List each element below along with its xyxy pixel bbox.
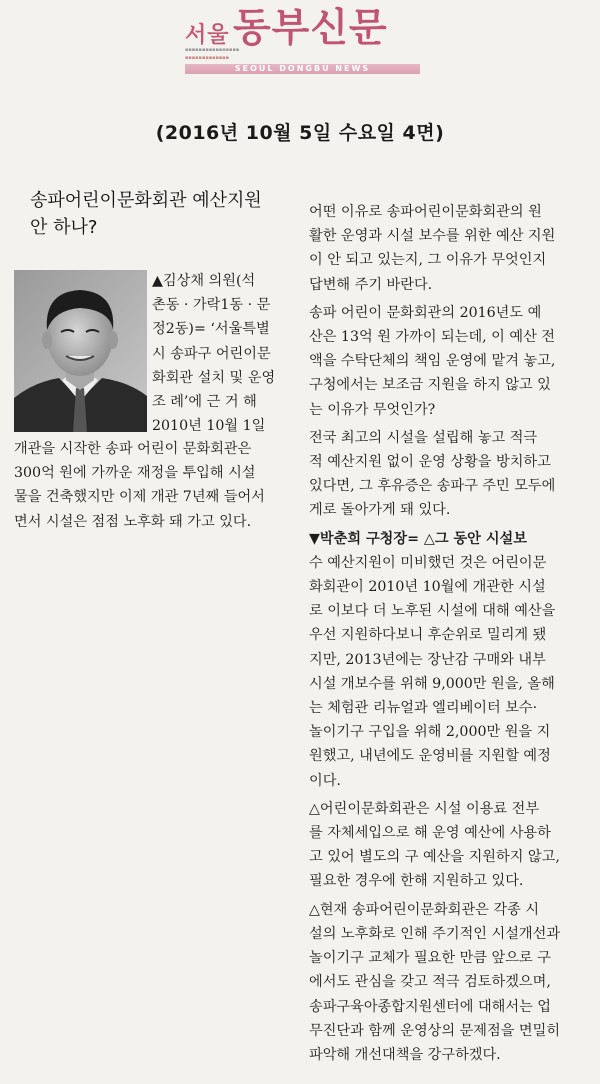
right-line: 수 예산지원이 미비했던 것은 어린이문	[309, 554, 547, 571]
left-top-line: 정2동)= ‘서울특별	[152, 321, 270, 338]
right-line: 무진단과 함께 운영상의 문제점을 면밀히	[309, 1022, 561, 1039]
headline-line-1: 송파어린이문화회관 예산지원	[30, 190, 262, 211]
portrait-photo	[14, 270, 147, 432]
right-line: 로 이보다 더 노후된 시설에 대해 예산을	[309, 603, 556, 620]
left-top-line: 2010년 10월 1일	[152, 418, 266, 435]
right-column	[309, 200, 591, 1067]
right-line: 우선 지원하다보니 후순위로 밀리게 됐	[309, 627, 547, 644]
masthead	[185, 8, 420, 88]
right-line: 전국 최고의 시설을 설립해 놓고 적극	[309, 429, 538, 446]
left-top-line: 촌동 · 가락1동 · 문	[152, 297, 271, 314]
masthead-fineprint-1: ▪▪▪▪▪▪▪▪▪▪▪▪▪▪▪▪	[185, 47, 240, 53]
right-line: 필요한 경우에 한해 지원하고 있다.	[309, 873, 524, 890]
right-line: 지만, 2013년에는 장난감 구매와 내부	[309, 651, 546, 668]
right-line: 송파구육아종합지원센터에 대해서는 업	[309, 998, 552, 1015]
right-line: 게로 돌아가게 돼 있다.	[309, 502, 451, 519]
masthead-title: 동부신문	[233, 6, 388, 51]
right-line: 는 체험관 리뉴얼과 엘리베이터 보수·	[309, 700, 538, 717]
right-line: 화회관이 2010년 10월에 개관한 시설	[309, 579, 546, 596]
right-line: 는 이유가 무엇인가?	[309, 401, 436, 418]
right-line: 산은 13억 원 가까이 되는데, 이 예산 전	[309, 329, 556, 346]
right-line: 놀이기구 구입을 위해 2,000만 원을 지	[309, 724, 551, 741]
article-headline	[30, 187, 300, 241]
masthead-seoul: 서울	[185, 23, 230, 48]
left-top-line: 화회관 설치 및 운영	[152, 369, 276, 386]
right-line: 액을 수탁단체의 책임 운영에 맡겨 놓고,	[309, 353, 556, 370]
right-line: 구청에서는 보조금 지원을 하지 않고 있	[309, 377, 551, 394]
left-bottom-line: 물을 건축했지만 이제 개관 7년째 들어서	[14, 489, 265, 506]
left-bottom-line: 개관을 시작한 송파 어린이 문화회관은	[14, 441, 252, 457]
portrait-photo-icon	[14, 270, 147, 432]
right-line: 파악해 개선대책을 강구하겠다.	[309, 1046, 501, 1063]
left-column-top	[152, 269, 292, 438]
right-line: 고 있어 별도의 구 예산을 지원하지 않고,	[309, 849, 560, 866]
dateline: (2016년 10월 5일 수요일 4면)	[155, 122, 445, 144]
right-line: 적 예산지원 없이 운영 상황을 방치하고	[309, 454, 551, 471]
left-bottom-line: 면서 시설은 점점 노후화 돼 가고 있다.	[14, 513, 252, 530]
left-top-line: 조 례’에 근 거 해	[152, 394, 257, 411]
right-line: 시설 개보수를 위해 9,000만 원을, 올해	[309, 675, 555, 692]
right-line: 설의 노후화로 인해 주기적인 시설개선과	[309, 925, 561, 942]
paragraph-neglect	[309, 426, 591, 523]
right-line: △어린이문화회관은 시설 이용료 전부	[309, 800, 540, 817]
headline-line-2: 안 하나?	[30, 217, 98, 238]
paragraph-fees	[309, 797, 591, 894]
paragraph-question	[309, 200, 591, 297]
left-bottom-line: 300억 원에 가까운 재정을 투입해 시설	[14, 465, 256, 482]
right-line: 활한 운영과 시설 보수를 위한 예산 지원	[309, 228, 556, 245]
right-line: 놀이기구 교체가 필요한 만큼 앞으로 구	[309, 950, 551, 967]
paragraph-plan	[309, 898, 591, 1067]
paragraph-answer	[309, 527, 591, 793]
paragraph-budget	[309, 301, 591, 422]
left-column-bottom	[14, 437, 292, 534]
right-line: 있다면, 그 후유증은 송파구 주민 모두에	[309, 478, 556, 495]
right-line: △현재 송파어린이문화회관은 각종 시	[309, 901, 540, 918]
left-top-line: 시 송파구 어린이문	[152, 345, 271, 362]
right-line: ▼박춘희 구청장= △그 동안 시설보	[309, 530, 527, 547]
right-line: 이 안 되고 있는지, 그 이유가 무엇인지	[309, 252, 547, 269]
right-line: 를 자체세입으로 해 운영 예산에 사용하	[309, 825, 551, 842]
right-line: 이다.	[309, 772, 341, 789]
masthead-fineprint-2: ▪▪▪▪▪▪▪▪▪▪▪▪▪	[185, 55, 230, 61]
right-line: 답변해 주기 바란다.	[309, 276, 433, 293]
right-line: 에서도 관심을 갖고 적극 검토하겠으며,	[309, 974, 551, 991]
left-top-line: ▲김상채 의원(석	[152, 273, 256, 289]
masthead-band-text: SEOUL DONGBU NEWS	[234, 64, 371, 73]
right-line: 송파 어린이 문화회관의 2016년도 예	[309, 304, 542, 321]
right-line: 원했고, 내년에도 운영비를 지원할 예정	[309, 748, 551, 765]
right-line: 어떤 이유로 송파어린이문화회관의 원	[309, 204, 542, 220]
